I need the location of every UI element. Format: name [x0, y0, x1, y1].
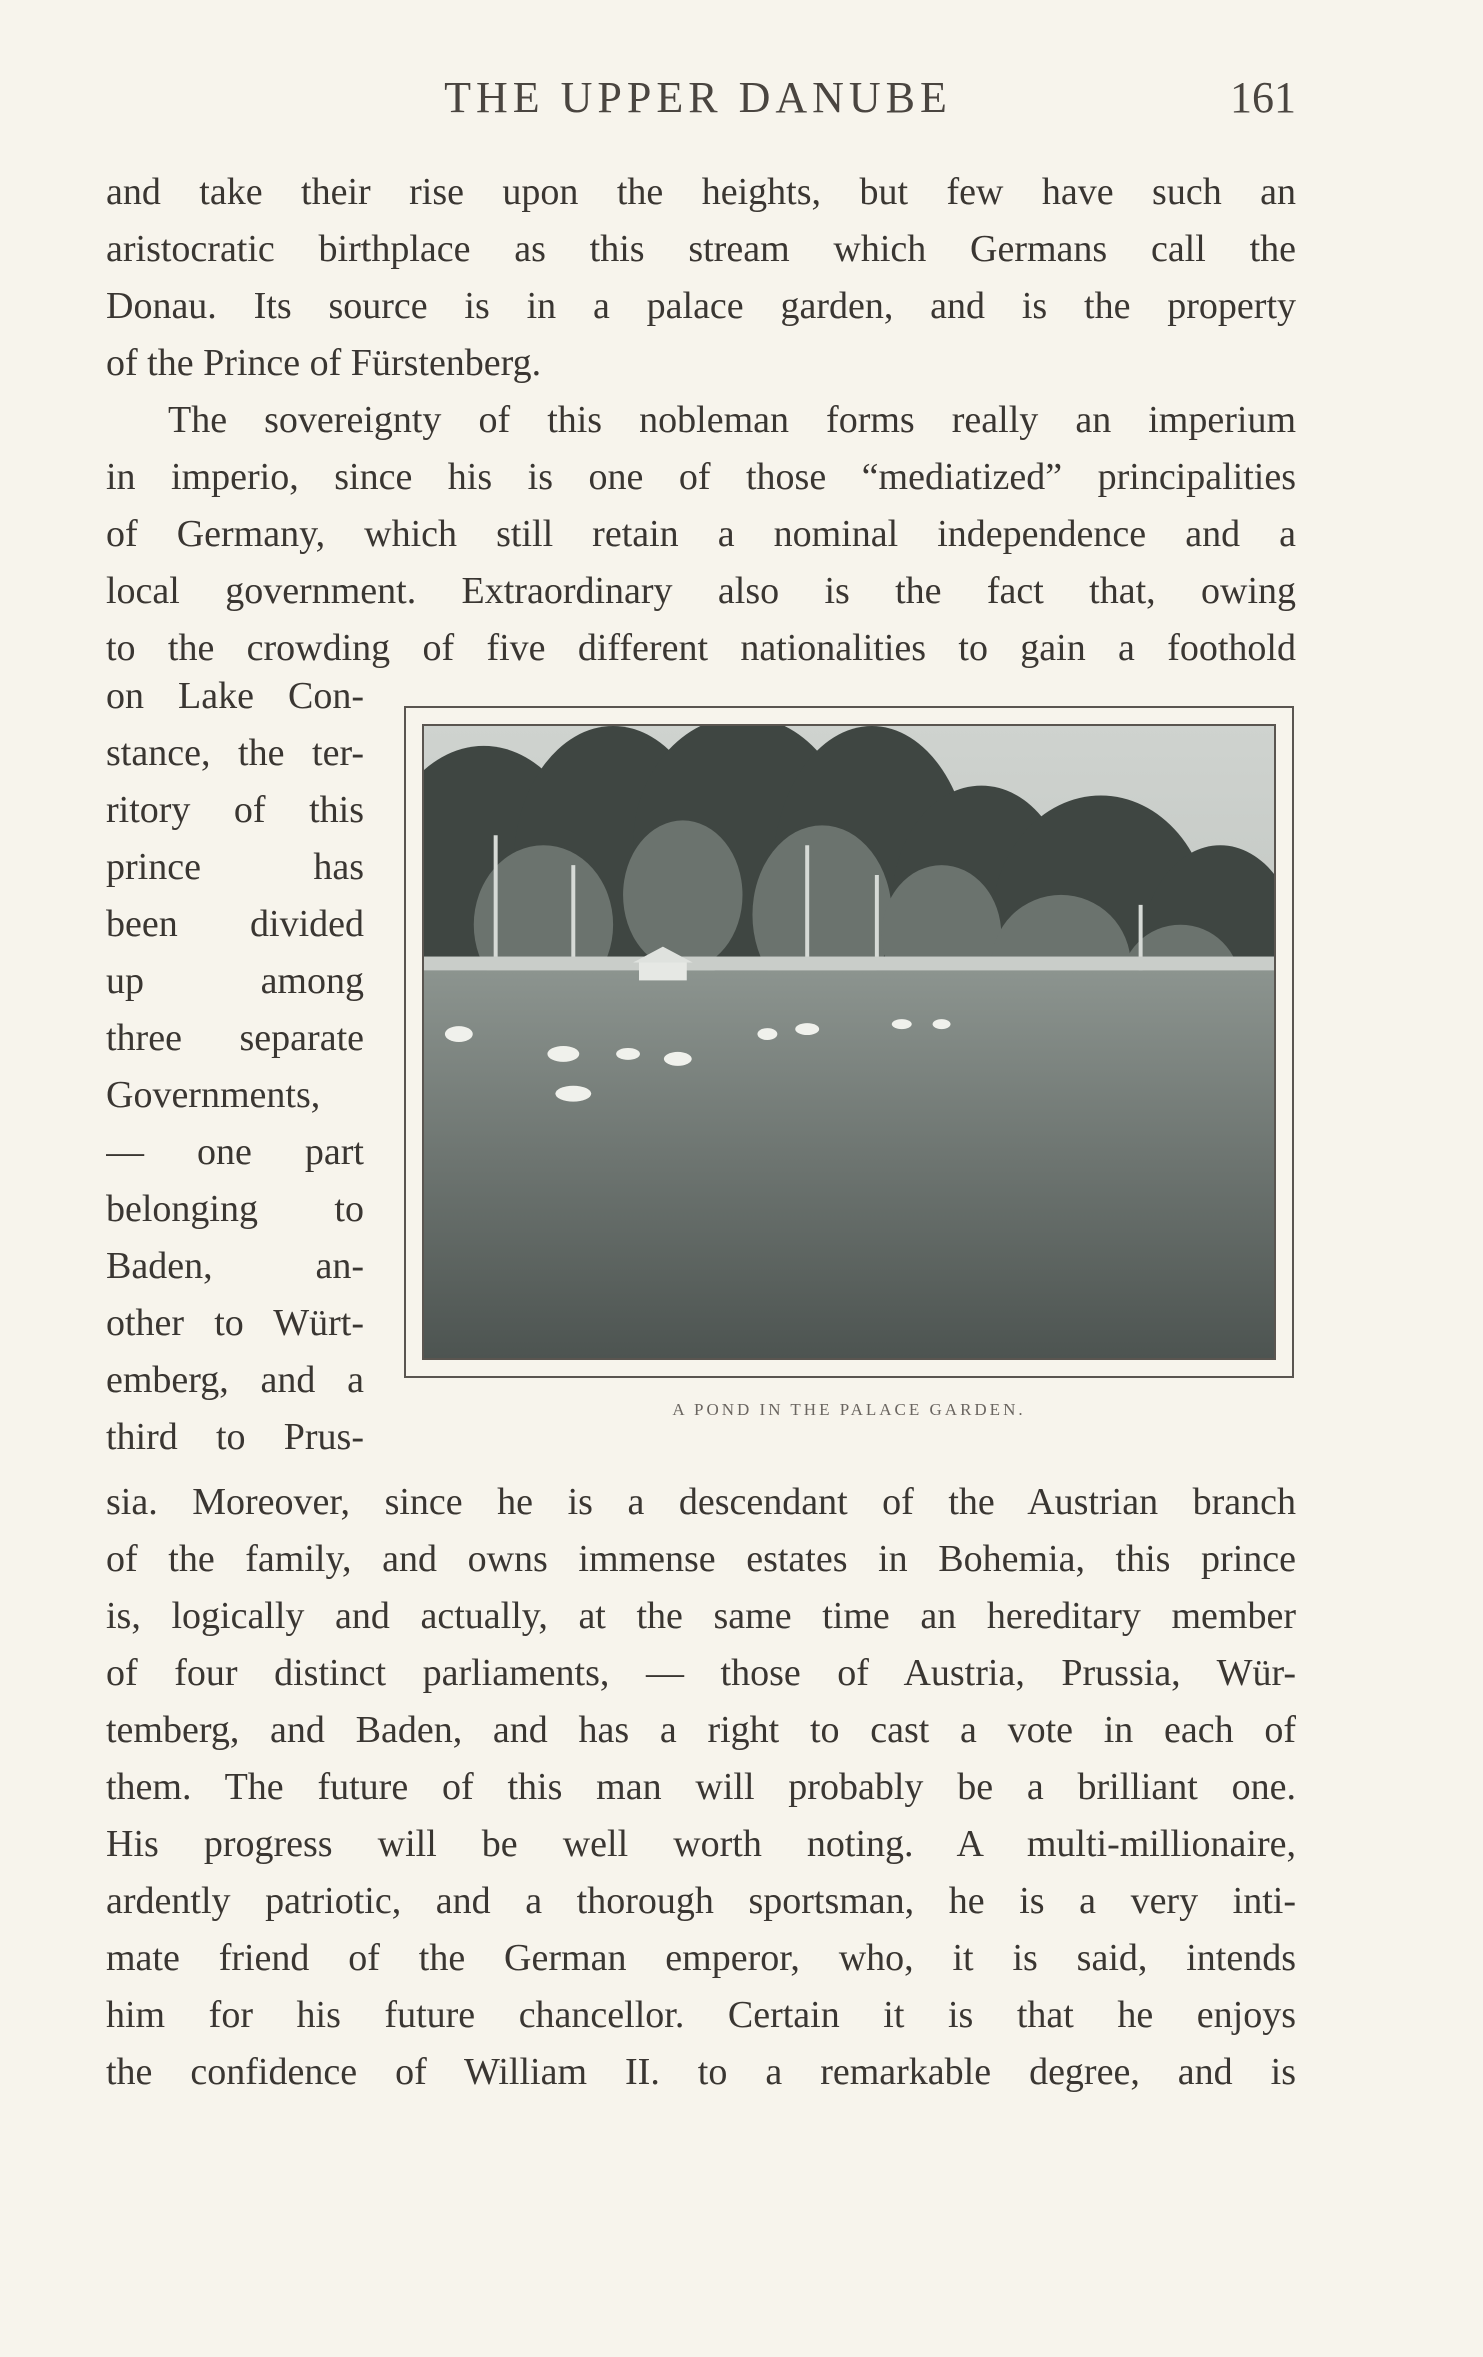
text-line: The sovereignty of this nobleman forms really an imperium [168, 399, 1296, 441]
text-line: temberg, and Baden, and has a right to cast a vote in each of [106, 1709, 1296, 1751]
text-line: Governments, [106, 1074, 321, 1116]
text-line: mate friend of the German emperor, who, it is said, intends [106, 1937, 1296, 1979]
text-line: on Lake Con- [106, 675, 364, 717]
paragraph-2-bottom [106, 1474, 1296, 2101]
text-line: His progress will be well worth noting. A multi-millionaire, [106, 1823, 1296, 1865]
text-line: ardently patriotic, and a thorough sportsman, he is a very inti- [106, 1880, 1296, 1922]
running-title: THE UPPER DANUBE [444, 73, 952, 122]
text-line: is, logically and actually, at the same time an hereditary member [106, 1595, 1296, 1637]
text-line: him for his future chancellor. Certain it is that he enjoys [106, 1994, 1296, 2036]
text-line: third to Prus- [106, 1416, 364, 1458]
text-line: them. The future of this man will probably be a brilliant one. [106, 1766, 1296, 1808]
text-line: and take their rise upon the heights, but few have such an [106, 171, 1296, 213]
text-line: sia. Moreover, since he is a descendant of the Austrian branch [106, 1481, 1296, 1523]
text-line: ritory of this [106, 789, 364, 831]
text-line: of Germany, which still retain a nominal independence and a [106, 513, 1296, 555]
paragraph-2-wrap-column [106, 668, 364, 1466]
text-line: the confidence of William II. to a remarkable degree, and is [106, 2051, 1296, 2093]
text-line: prince has [106, 846, 364, 888]
text-line: been divided [106, 903, 364, 945]
text-line: in imperio, since his is one of those “mediatized” principalities [106, 456, 1296, 498]
text-line: of the family, and owns immense estates in Bohemia, this prince [106, 1538, 1296, 1580]
running-header [100, 72, 1296, 132]
paragraph-1 [106, 164, 1296, 392]
text-line: three separate [106, 1017, 364, 1059]
text-line: Baden, an- [106, 1245, 364, 1287]
text-line: of the Prince of Fürstenberg. [106, 342, 542, 384]
paragraph-2-top [106, 392, 1296, 677]
text-line: up among [106, 960, 364, 1002]
text-line: to the crowding of five different nationalities to gain a foothold [106, 627, 1296, 669]
text-line: Donau. Its source is in a palace garden, and is the property [106, 285, 1296, 327]
text-line: of four distinct parliaments, — those of Austria, Prussia, Wür- [106, 1652, 1296, 1694]
pond-illustration [424, 726, 1274, 1358]
text-line: belonging to [106, 1188, 364, 1230]
pond-photograph [422, 724, 1276, 1360]
page-number: 161 [1230, 73, 1296, 122]
figure-caption: A POND IN THE PALACE GARDEN. [672, 1400, 1026, 1419]
text-line: local government. Extraordinary also is the fact that, owing [106, 570, 1296, 612]
text-line: — one part [106, 1131, 364, 1173]
text-line: emberg, and a [106, 1359, 364, 1401]
text-line: aristocratic birthplace as this stream which Germans call the [106, 228, 1296, 270]
text-line: stance, the ter- [106, 732, 364, 774]
figure-frame [404, 706, 1294, 1378]
text-line: other to Würt- [106, 1302, 364, 1344]
